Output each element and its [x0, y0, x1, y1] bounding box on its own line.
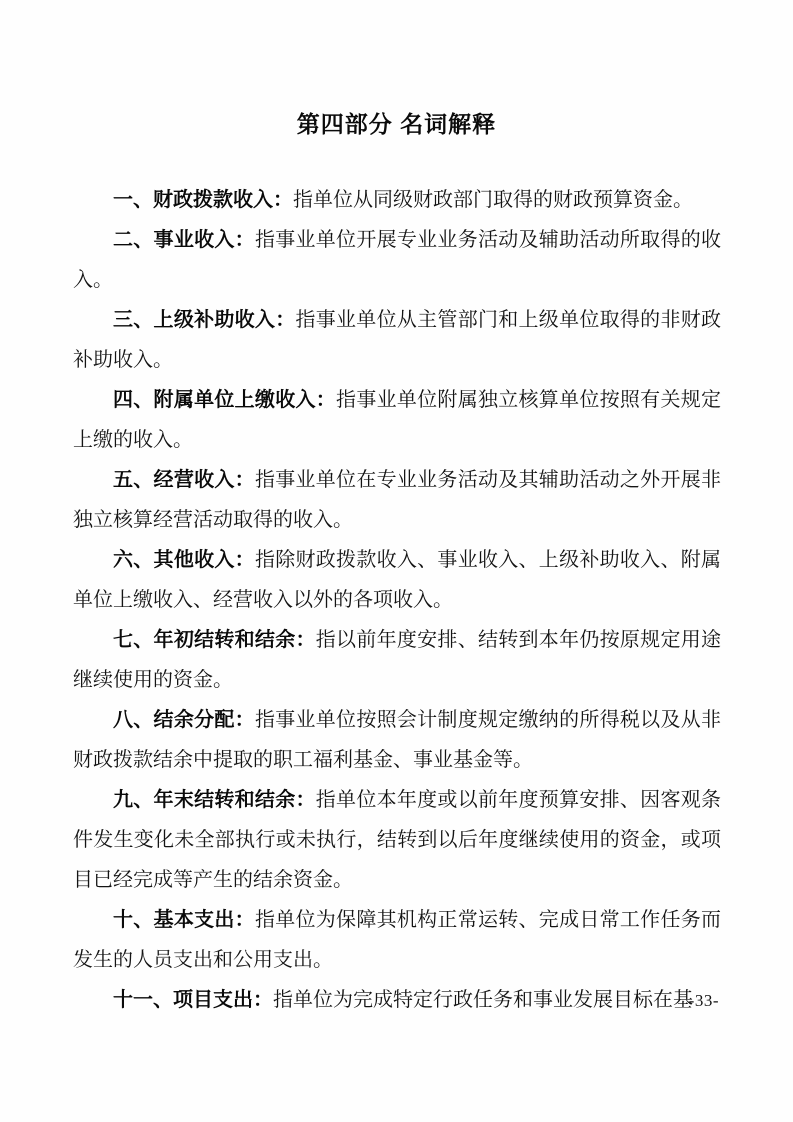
term-label: 三、上级补助收入： [113, 309, 296, 331]
term-definition: 指事业单位按照会计制度规定缴纳的所得税以及从非财政拨款结余中提取的职工福利基金、事业基金等。 [73, 709, 722, 771]
term-definition: 指除财政拨款收入、事业收入、上级补助收入、附属单位上缴收入、经营收入以外的各项收入。 [73, 549, 722, 611]
term-paragraph [73, 980, 721, 1020]
term-label: 六、其他收入： [113, 549, 255, 571]
terms-list [73, 180, 721, 1020]
term-definition: 指单位为完成特定行政任务和事业发展目标在基 [273, 989, 693, 1011]
term-definition: 指以前年度安排、结转到本年仍按原规定用途继续使用的资金。 [73, 629, 722, 691]
term-label: 二、事业收入： [113, 229, 255, 251]
term-label: 十一、项目支出： [113, 989, 273, 1011]
term-paragraph [73, 620, 721, 700]
term-definition: 指事业单位附属独立核算单位按照有关规定上缴的收入。 [73, 389, 722, 451]
term-paragraph [73, 700, 721, 780]
term-definition: 指事业单位在专业业务活动及其辅助活动之外开展非独立核算经营活动取得的收入。 [73, 469, 722, 531]
term-label: 一、财政拨款收入： [113, 189, 293, 211]
term-paragraph [73, 900, 721, 980]
page-title: 第四部分 名词解释 [296, 111, 497, 137]
term-paragraph [73, 300, 721, 380]
term-label: 十、基本支出： [113, 909, 255, 931]
term-paragraph [73, 220, 721, 300]
term-definition: 指事业单位开展专业业务活动及辅助活动所取得的收入。 [73, 229, 722, 291]
term-paragraph [73, 380, 721, 460]
term-label: 九、年末结转和结余： [113, 789, 316, 811]
term-paragraph [73, 460, 721, 540]
term-paragraph [73, 180, 721, 220]
term-definition: 指事业单位从主管部门和上级单位取得的非财政补助收入。 [73, 309, 722, 371]
term-label: 五、经营收入： [113, 469, 255, 491]
term-paragraph [73, 540, 721, 620]
term-label: 八、结余分配： [113, 709, 255, 731]
term-paragraph [73, 780, 721, 900]
term-label: 四、附属单位上缴收入： [113, 389, 337, 411]
term-definition: 指单位从同级财政部门取得的财政预算资金。 [293, 189, 693, 211]
term-label: 七、年初结转和结余： [113, 629, 316, 651]
term-definition: 指单位本年度或以前年度预算安排、因客观条件发生变化未全部执行或未执行，结转到以后年度继续使用的资金，或项目已经完成等产生的结余资金。 [73, 789, 722, 891]
page-number: -33- [688, 991, 719, 1010]
term-definition: 指单位为保障其机构正常运转、完成日常工作任务而发生的人员支出和公用支出。 [73, 909, 722, 971]
